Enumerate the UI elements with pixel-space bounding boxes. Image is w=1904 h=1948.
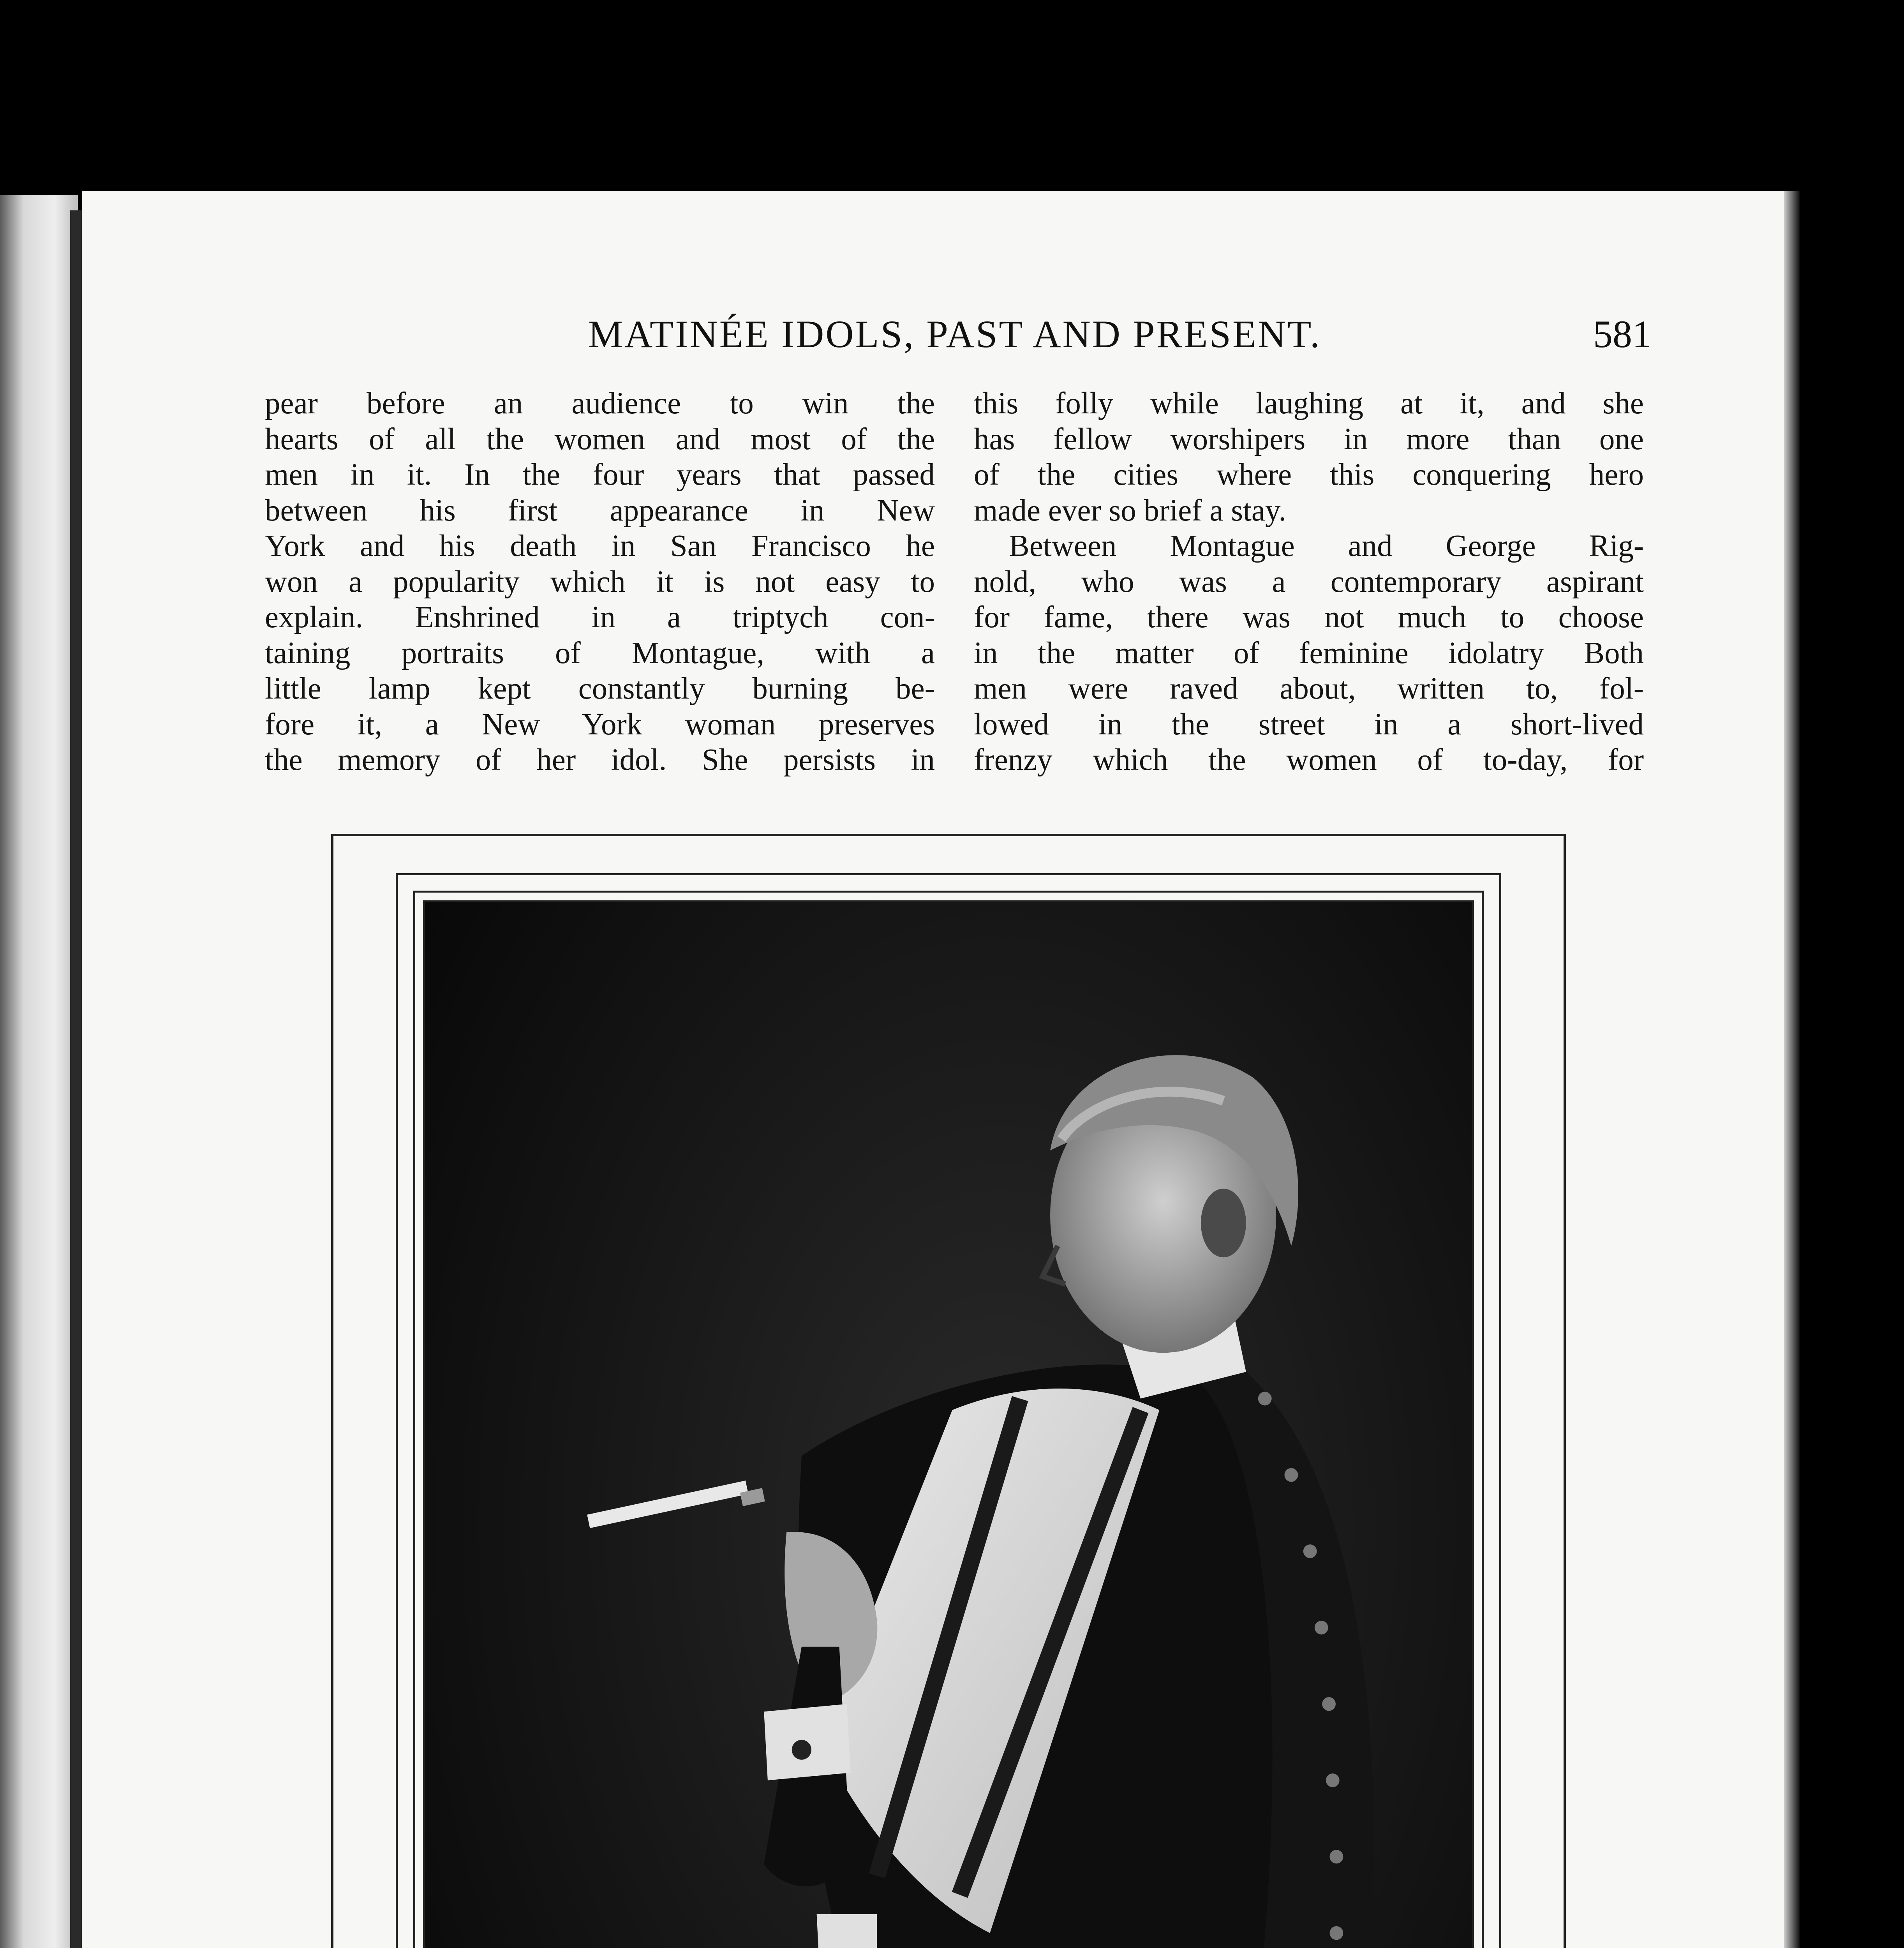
text-line: between his first appearance in New — [265, 493, 935, 528]
text-line: in the matter of feminine idolatry Both — [974, 636, 1644, 670]
portrait-photograph — [423, 900, 1474, 1948]
text-line: York and his death in San Francisco he — [265, 529, 935, 563]
text-line: pear before an audience to win the — [265, 386, 935, 420]
text-line: won a popularity which it is not easy to — [265, 565, 935, 599]
text-line: frenzy which the women of to-day, for — [974, 743, 1644, 777]
photo-frame-rule — [413, 891, 1484, 1948]
text-line: Between Montague and George Rig- — [1009, 529, 1644, 563]
text-line: nold, who was a contemporary aspirant — [974, 565, 1644, 599]
text-line: men were raved about, written to, fol- — [974, 672, 1644, 706]
text-line: fore it, a New York woman preserves — [265, 707, 935, 741]
text-column-left — [265, 386, 935, 778]
running-head: MATINÉE IDOLS, PAST AND PRESENT. — [588, 312, 1321, 356]
text-line: taining portraits of Montague, with a — [265, 636, 935, 670]
text-line: the memory of her idol. She persists in — [265, 743, 935, 777]
seated-man-portrait — [425, 902, 1472, 1948]
text-line: lowed in the street in a short-lived — [974, 707, 1644, 741]
photo-frame-rule — [396, 873, 1501, 1948]
text-line: made ever so brief a stay. — [974, 493, 1287, 528]
text-line: for fame, there was not much to choose — [974, 600, 1644, 634]
page-number: 581 — [1593, 312, 1652, 356]
magazine-page — [82, 191, 1784, 1948]
text-column-right — [974, 386, 1644, 778]
page-gutter — [70, 210, 82, 1948]
text-line: little lamp kept constantly burning be- — [265, 672, 935, 706]
text-line: this folly while laughing at it, and she — [974, 386, 1644, 420]
text-line: of the cities where this conquering hero — [974, 458, 1644, 492]
text-line: has fellow worshipers in more than one — [974, 422, 1644, 456]
text-line: hearts of all the women and most of the — [265, 422, 935, 456]
text-line: explain. Enshrined in a triptych con- — [265, 600, 935, 634]
photo-frame — [331, 834, 1566, 1948]
previous-page-edge — [0, 195, 78, 1948]
text-line: men in it. In the four years that passed — [265, 458, 935, 492]
